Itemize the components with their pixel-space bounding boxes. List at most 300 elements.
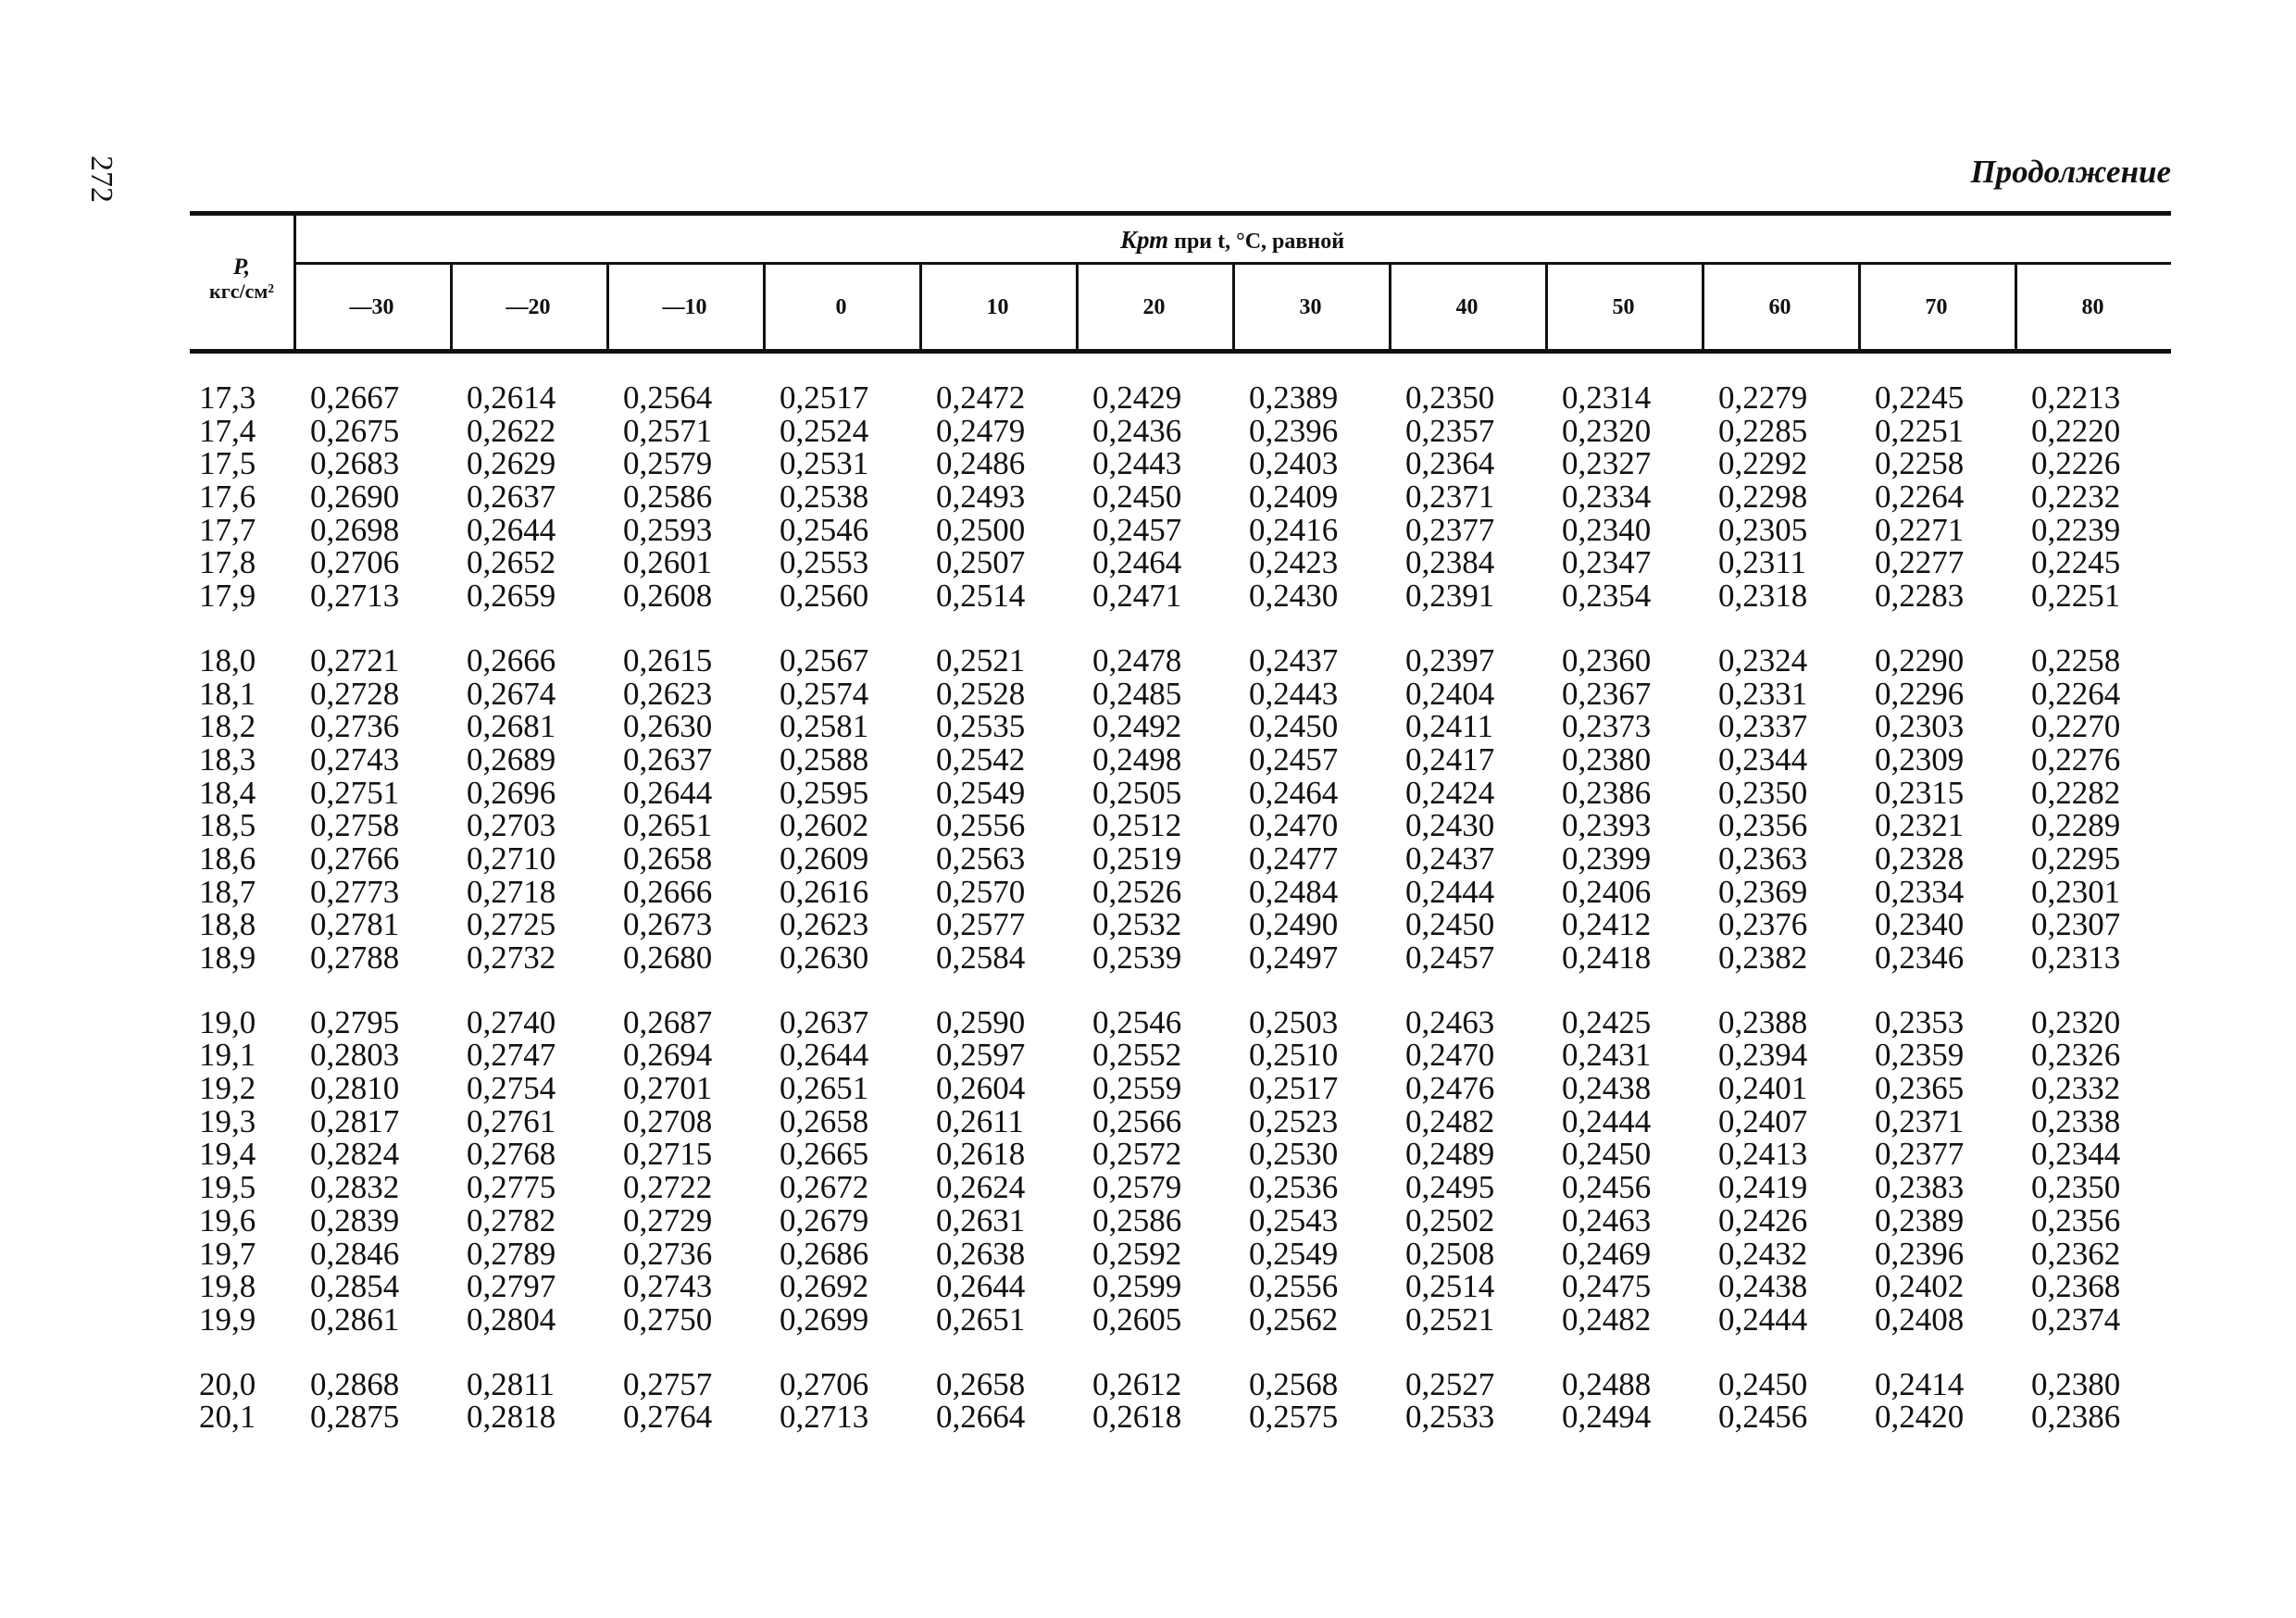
value-cell: 0,2347: [1562, 544, 1652, 581]
group-gap: [190, 975, 2171, 1006]
value-cell: 0,2542: [936, 741, 1026, 778]
value-cell: 0,2721: [310, 641, 400, 678]
value-cell: 0,2728: [310, 675, 400, 712]
pressure-cell: 17,3: [199, 380, 256, 416]
value-cell: 0,2432: [1718, 1235, 1808, 1272]
value-cell: 0,2687: [623, 1003, 713, 1040]
value-cell: 0,2475: [1562, 1268, 1652, 1305]
value-cell: 0,2789: [467, 1235, 556, 1272]
value-cell: 0,2708: [623, 1102, 713, 1139]
coefficient-label: при t, °C, равной: [1174, 230, 1345, 254]
value-cell: 0,2722: [623, 1169, 713, 1206]
pressure-cell: 19,7: [199, 1235, 256, 1272]
value-cell: 0,2564: [623, 380, 713, 416]
page-number: 272: [84, 156, 119, 203]
table-row: [190, 710, 2171, 743]
value-cell: 0,2599: [1092, 1268, 1182, 1305]
value-cell: 0,2380: [2031, 1365, 2121, 1402]
value-cell: 0,2264: [1875, 479, 1965, 516]
value-cell: 0,2470: [1249, 807, 1339, 844]
table-row: [190, 1039, 2171, 1072]
value-cell: 0,2429: [1092, 380, 1182, 416]
value-cell: 0,2623: [623, 675, 713, 712]
value-cell: 0,2403: [1249, 445, 1339, 482]
value-cell: 0,2658: [623, 840, 713, 877]
table-row: [190, 1303, 2171, 1337]
value-cell: 0,2556: [1249, 1268, 1339, 1305]
value-cell: 0,2528: [936, 675, 1026, 712]
value-cell: 0,2637: [623, 741, 713, 778]
value-cell: 0,2476: [1405, 1070, 1495, 1107]
table-row: [190, 809, 2171, 842]
value-cell: 0,2357: [1405, 412, 1495, 449]
continuation-label: Продолжение: [1970, 154, 2171, 190]
value-cell: 0,2420: [1875, 1399, 1965, 1436]
value-cell: 0,2761: [467, 1102, 556, 1139]
value-cell: 0,2416: [1249, 511, 1339, 548]
pressure-cell: 18,4: [199, 774, 256, 811]
pressure-cell: 19,3: [199, 1102, 256, 1139]
value-cell: 0,2391: [1405, 578, 1495, 615]
value-cell: 0,2328: [1875, 840, 1965, 877]
value-cell: 0,2270: [2031, 708, 2121, 745]
pressure-cell: 18,9: [199, 940, 256, 976]
value-cell: 0,2782: [467, 1201, 556, 1238]
temperature-header: 60: [1768, 295, 1791, 319]
value-cell: 0,2740: [467, 1003, 556, 1040]
value-cell: 0,2572: [1092, 1136, 1182, 1173]
top-rule: [190, 211, 2171, 216]
table-row: [190, 1270, 2171, 1303]
value-cell: 0,2479: [936, 412, 1026, 449]
value-cell: 0,2861: [310, 1301, 400, 1338]
value-cell: 0,2350: [1718, 774, 1808, 811]
table-row: [190, 1072, 2171, 1105]
value-cell: 0,2637: [780, 1003, 869, 1040]
pressure-cell: 19,1: [199, 1037, 256, 1074]
value-cell: 0,2651: [780, 1070, 869, 1107]
temperature-header: 50: [1612, 295, 1635, 319]
coefficient-symbol: Kрт: [1119, 226, 1169, 254]
value-cell: 0,2694: [623, 1037, 713, 1074]
value-cell: 0,2450: [1718, 1365, 1808, 1402]
value-cell: 0,2282: [2031, 774, 2121, 811]
value-cell: 0,2363: [1718, 840, 1808, 877]
value-cell: 0,2457: [1405, 940, 1495, 976]
value-cell: 0,2868: [310, 1365, 400, 1402]
value-cell: 0,2521: [1405, 1301, 1495, 1338]
value-cell: 0,2332: [2031, 1070, 2121, 1107]
value-cell: 0,2751: [310, 774, 400, 811]
value-cell: 0,2795: [310, 1003, 400, 1040]
value-cell: 0,2510: [1249, 1037, 1339, 1074]
value-cell: 0,2450: [1405, 906, 1495, 943]
value-cell: 0,2586: [1092, 1201, 1182, 1238]
group-gap: [190, 613, 2171, 644]
value-cell: 0,2437: [1249, 641, 1339, 678]
value-cell: 0,2818: [467, 1399, 556, 1436]
value-cell: 0,2514: [936, 578, 1026, 615]
value-cell: 0,2497: [1249, 940, 1339, 976]
value-cell: 0,2623: [780, 906, 869, 943]
value-cell: 0,2674: [467, 675, 556, 712]
value-cell: 0,2588: [780, 741, 869, 778]
value-cell: 0,2356: [1718, 807, 1808, 844]
value-cell: 0,2592: [1092, 1235, 1182, 1272]
pressure-cell: 18,1: [199, 675, 256, 712]
value-cell: 0,2371: [1875, 1102, 1965, 1139]
value-cell: 0,2803: [310, 1037, 400, 1074]
value-cell: 0,2559: [1092, 1070, 1182, 1107]
value-cell: 0,2699: [780, 1301, 869, 1338]
value-cell: 0,2320: [2031, 1003, 2121, 1040]
value-cell: 0,2245: [1875, 380, 1965, 416]
value-cell: 0,2584: [936, 940, 1026, 976]
value-cell: 0,2486: [936, 445, 1026, 482]
value-cell: 0,2386: [1562, 774, 1652, 811]
value-cell: 0,2340: [1562, 511, 1652, 548]
value-cell: 0,2450: [1249, 708, 1339, 745]
value-cell: 0,2301: [2031, 873, 2121, 910]
value-cell: 0,2353: [1875, 1003, 1965, 1040]
value-cell: 0,2417: [1405, 741, 1495, 778]
value-cell: 0,2471: [1092, 578, 1182, 615]
value-cell: 0,2692: [780, 1268, 869, 1305]
value-cell: 0,2464: [1092, 544, 1182, 581]
value-cell: 0,2804: [467, 1301, 556, 1338]
value-cell: 0,2436: [1092, 412, 1182, 449]
value-cell: 0,2514: [1405, 1268, 1495, 1305]
value-cell: 0,2556: [936, 807, 1026, 844]
value-cell: 0,2715: [623, 1136, 713, 1173]
value-cell: 0,2495: [1405, 1169, 1495, 1206]
value-cell: 0,2675: [310, 412, 400, 449]
value-cell: 0,2658: [936, 1365, 1026, 1402]
value-cell: 0,2725: [467, 906, 556, 943]
value-cell: 0,2402: [1875, 1268, 1965, 1305]
value-cell: 0,2430: [1405, 807, 1495, 844]
value-cell: 0,2340: [1875, 906, 1965, 943]
value-cell: 0,2775: [467, 1169, 556, 1206]
value-cell: 0,2566: [1092, 1102, 1182, 1139]
pressure-cell: 18,3: [199, 741, 256, 778]
value-cell: 0,2713: [780, 1399, 869, 1436]
value-cell: 0,2443: [1249, 675, 1339, 712]
value-cell: 0,2296: [1875, 675, 1965, 712]
table-row: [190, 1171, 2171, 1204]
value-cell: 0,2424: [1405, 774, 1495, 811]
value-cell: 0,2251: [1875, 412, 1965, 449]
value-cell: 0,2232: [2031, 479, 2121, 516]
pressure-unit: кгс/см²: [209, 280, 274, 303]
pressure-cell: 18,5: [199, 807, 256, 844]
value-cell: 0,2292: [1718, 445, 1808, 482]
value-cell: 0,2743: [310, 741, 400, 778]
value-cell: 0,2394: [1718, 1037, 1808, 1074]
value-cell: 0,2846: [310, 1235, 400, 1272]
value-cell: 0,2327: [1562, 445, 1652, 482]
table-row: [190, 842, 2171, 876]
value-cell: 0,2389: [1249, 380, 1339, 416]
value-cell: 0,2553: [780, 544, 869, 581]
value-cell: 0,2680: [623, 940, 713, 976]
value-cell: 0,2338: [2031, 1102, 2121, 1139]
pressure-cell: 17,4: [199, 412, 256, 449]
value-cell: 0,2618: [1092, 1399, 1182, 1436]
table-row: [190, 1235, 2171, 1272]
pressure-cell: 19,4: [199, 1136, 256, 1173]
value-cell: 0,2399: [1562, 840, 1652, 877]
temperature-header: 30: [1299, 295, 1322, 319]
value-cell: 0,2797: [467, 1268, 556, 1305]
value-cell: 0,2531: [780, 445, 869, 482]
value-cell: 0,2444: [1718, 1301, 1808, 1338]
value-cell: 0,2824: [310, 1136, 400, 1173]
value-cell: 0,2546: [780, 511, 869, 548]
value-cell: 0,2298: [1718, 479, 1808, 516]
value-cell: 0,2781: [310, 906, 400, 943]
value-cell: 0,2354: [1562, 578, 1652, 615]
value-cell: 0,2419: [1718, 1169, 1808, 1206]
value-cell: 0,2430: [1249, 578, 1339, 615]
value-cell: 0,2258: [2031, 641, 2121, 678]
value-cell: 0,2364: [1405, 445, 1495, 482]
value-cell: 0,2283: [1875, 578, 1965, 615]
value-cell: 0,2605: [1092, 1301, 1182, 1338]
pressure-cell: 19,9: [199, 1301, 256, 1338]
value-cell: 0,2651: [936, 1301, 1026, 1338]
table-row: [190, 546, 2171, 579]
value-cell: 0,2478: [1092, 641, 1182, 678]
value-cell: 0,2817: [310, 1102, 400, 1139]
value-cell: 0,2630: [623, 708, 713, 745]
value-cell: 0,2629: [467, 445, 556, 482]
value-cell: 0,2517: [1249, 1070, 1339, 1107]
value-cell: 0,2593: [623, 511, 713, 548]
table-row: [190, 579, 2171, 613]
temperature-header: 40: [1455, 295, 1479, 319]
value-cell: 0,2788: [310, 940, 400, 976]
value-cell: 0,2326: [2031, 1037, 2121, 1074]
value-cell: 0,2401: [1718, 1070, 1808, 1107]
value-cell: 0,2681: [467, 708, 556, 745]
value-cell: 0,2638: [936, 1235, 1026, 1272]
value-cell: 0,2406: [1562, 873, 1652, 910]
value-cell: 0,2609: [780, 840, 869, 877]
value-cell: 0,2393: [1562, 807, 1652, 844]
value-cell: 0,2444: [1405, 873, 1495, 910]
value-cell: 0,2560: [780, 578, 869, 615]
value-cell: 0,2307: [2031, 906, 2121, 943]
value-cell: 0,2457: [1249, 741, 1339, 778]
value-cell: 0,2425: [1562, 1003, 1652, 1040]
value-cell: 0,2659: [467, 578, 556, 615]
value-cell: 0,2757: [623, 1365, 713, 1402]
value-cell: 0,2276: [2031, 741, 2121, 778]
value-cell: 0,2493: [936, 479, 1026, 516]
value-cell: 0,2456: [1718, 1399, 1808, 1436]
value-cell: 0,2644: [467, 511, 556, 548]
value-cell: 0,2508: [1405, 1235, 1495, 1272]
value-cell: 0,2521: [936, 641, 1026, 678]
value-cell: 0,2672: [780, 1169, 869, 1206]
value-cell: 0,2698: [310, 511, 400, 548]
value-cell: 0,2359: [1875, 1037, 1965, 1074]
coefficient-header: [293, 218, 2171, 261]
temperature-header: —30: [349, 295, 394, 319]
value-cell: 0,2577: [936, 906, 1026, 943]
value-cell: 0,2595: [780, 774, 869, 811]
value-cell: 0,2631: [936, 1201, 1026, 1238]
value-cell: 0,2696: [467, 774, 556, 811]
value-cell: 0,2568: [1249, 1365, 1339, 1402]
table-row: [190, 774, 2171, 811]
value-cell: 0,2438: [1718, 1268, 1808, 1305]
value-cell: 0,2608: [623, 578, 713, 615]
value-cell: 0,2875: [310, 1399, 400, 1436]
value-cell: 0,2485: [1092, 675, 1182, 712]
value-cell: 0,2413: [1718, 1136, 1808, 1173]
value-cell: 0,2220: [2031, 412, 2121, 449]
table-body: [190, 381, 2171, 1434]
pressure-cell: 20,0: [199, 1365, 256, 1402]
value-cell: 0,2382: [1718, 940, 1808, 976]
value-cell: 0,2604: [936, 1070, 1026, 1107]
pressure-cell: 17,9: [199, 578, 256, 615]
value-cell: 0,2251: [2031, 578, 2121, 615]
value-cell: 0,2365: [1875, 1070, 1965, 1107]
value-cell: 0,2321: [1875, 807, 1965, 844]
value-cell: 0,2526: [1092, 873, 1182, 910]
value-cell: 0,2498: [1092, 741, 1182, 778]
table-row: [190, 1102, 2171, 1139]
value-cell: 0,2318: [1718, 578, 1808, 615]
value-cell: 0,2539: [1092, 940, 1182, 976]
value-cell: 0,2549: [936, 774, 1026, 811]
value-cell: 0,2374: [2031, 1301, 2121, 1338]
value-cell: 0,2423: [1249, 544, 1339, 581]
value-cell: 0,2314: [1562, 380, 1652, 416]
pressure-cell: 19,8: [199, 1268, 256, 1305]
pressure-cell: 19,5: [199, 1169, 256, 1206]
value-cell: 0,2258: [1875, 445, 1965, 482]
value-cell: 0,2743: [623, 1268, 713, 1305]
value-cell: 0,2380: [1562, 741, 1652, 778]
value-cell: 0,2706: [310, 544, 400, 581]
value-cell: 0,2618: [936, 1136, 1026, 1173]
temperature-header: 0: [835, 295, 847, 319]
value-cell: 0,2368: [2031, 1268, 2121, 1305]
value-cell: 0,2311: [1718, 544, 1806, 581]
value-cell: 0,2562: [1249, 1301, 1339, 1338]
value-cell: 0,2665: [780, 1136, 869, 1173]
value-cell: 0,2315: [1875, 774, 1965, 811]
value-cell: 0,2369: [1718, 873, 1808, 910]
value-cell: 0,2644: [780, 1037, 869, 1074]
value-cell: 0,2245: [2031, 544, 2121, 581]
value-cell: 0,2350: [2031, 1169, 2121, 1206]
pressure-cell: 17,5: [199, 445, 256, 482]
value-cell: 0,2344: [1718, 741, 1808, 778]
value-cell: 0,2664: [936, 1399, 1026, 1436]
value-cell: 0,2356: [2031, 1201, 2121, 1238]
value-cell: 0,2239: [2031, 511, 2121, 548]
value-cell: 0,2389: [1875, 1201, 1965, 1238]
value-cell: 0,2530: [1249, 1136, 1339, 1173]
value-cell: 0,2563: [936, 840, 1026, 877]
value-cell: 0,2686: [780, 1235, 869, 1272]
value-cell: 0,2407: [1718, 1102, 1808, 1139]
value-cell: 0,2667: [310, 380, 400, 416]
value-cell: 0,2624: [936, 1169, 1026, 1206]
value-cell: 0,2472: [936, 380, 1026, 416]
value-cell: 0,2320: [1562, 412, 1652, 449]
value-cell: 0,2575: [1249, 1399, 1339, 1436]
pressure-cell: 20,1: [199, 1399, 256, 1436]
value-cell: 0,2371: [1405, 479, 1495, 516]
value-cell: 0,2718: [467, 873, 556, 910]
value-cell: 0,2666: [623, 873, 713, 910]
value-cell: 0,2590: [936, 1003, 1026, 1040]
value-cell: 0,2482: [1562, 1301, 1652, 1338]
pressure-cell: 18,7: [199, 873, 256, 910]
pressure-cell: 19,6: [199, 1201, 256, 1238]
value-cell: 0,2567: [780, 641, 869, 678]
value-cell: 0,2747: [467, 1037, 556, 1074]
value-cell: 0,2597: [936, 1037, 1026, 1074]
pressure-cell: 18,6: [199, 840, 256, 877]
value-cell: 0,2386: [2031, 1399, 2121, 1436]
value-cell: 0,2651: [623, 807, 713, 844]
value-cell: 0,2397: [1405, 641, 1495, 678]
value-cell: 0,2305: [1718, 511, 1808, 548]
group-gap: [190, 1337, 2171, 1368]
value-cell: 0,2313: [2031, 940, 2121, 976]
value-cell: 0,2601: [623, 544, 713, 581]
value-cell: 0,2736: [623, 1235, 713, 1272]
table-row: [190, 412, 2171, 449]
value-cell: 0,2552: [1092, 1037, 1182, 1074]
table-row: [190, 511, 2171, 548]
value-cell: 0,2426: [1718, 1201, 1808, 1238]
value-cell: 0,2463: [1562, 1201, 1652, 1238]
value-cell: 0,2579: [623, 445, 713, 482]
value-cell: 0,2303: [1875, 708, 1965, 745]
value-cell: 0,2295: [2031, 840, 2121, 877]
value-cell: 0,2533: [1405, 1399, 1495, 1436]
value-cell: 0,2384: [1405, 544, 1495, 581]
value-cell: 0,2373: [1562, 708, 1652, 745]
value-cell: 0,2350: [1405, 380, 1495, 416]
value-cell: 0,2750: [623, 1301, 713, 1338]
value-cell: 0,2535: [936, 708, 1026, 745]
temperature-header: —20: [505, 295, 551, 319]
value-cell: 0,2279: [1718, 380, 1808, 416]
table-row: [190, 1138, 2171, 1171]
value-cell: 0,2337: [1718, 708, 1808, 745]
value-cell: 0,2839: [310, 1201, 400, 1238]
value-cell: 0,2701: [623, 1070, 713, 1107]
value-cell: 0,2503: [1249, 1003, 1339, 1040]
value-cell: 0,2277: [1875, 544, 1965, 581]
value-cell: 0,2346: [1875, 940, 1965, 976]
value-cell: 0,2586: [623, 479, 713, 516]
value-cell: 0,2396: [1875, 1235, 1965, 1272]
value-cell: 0,2490: [1249, 906, 1339, 943]
value-cell: 0,2377: [1875, 1136, 1965, 1173]
pressure-cell: 19,2: [199, 1070, 256, 1107]
value-cell: 0,2519: [1092, 840, 1182, 877]
